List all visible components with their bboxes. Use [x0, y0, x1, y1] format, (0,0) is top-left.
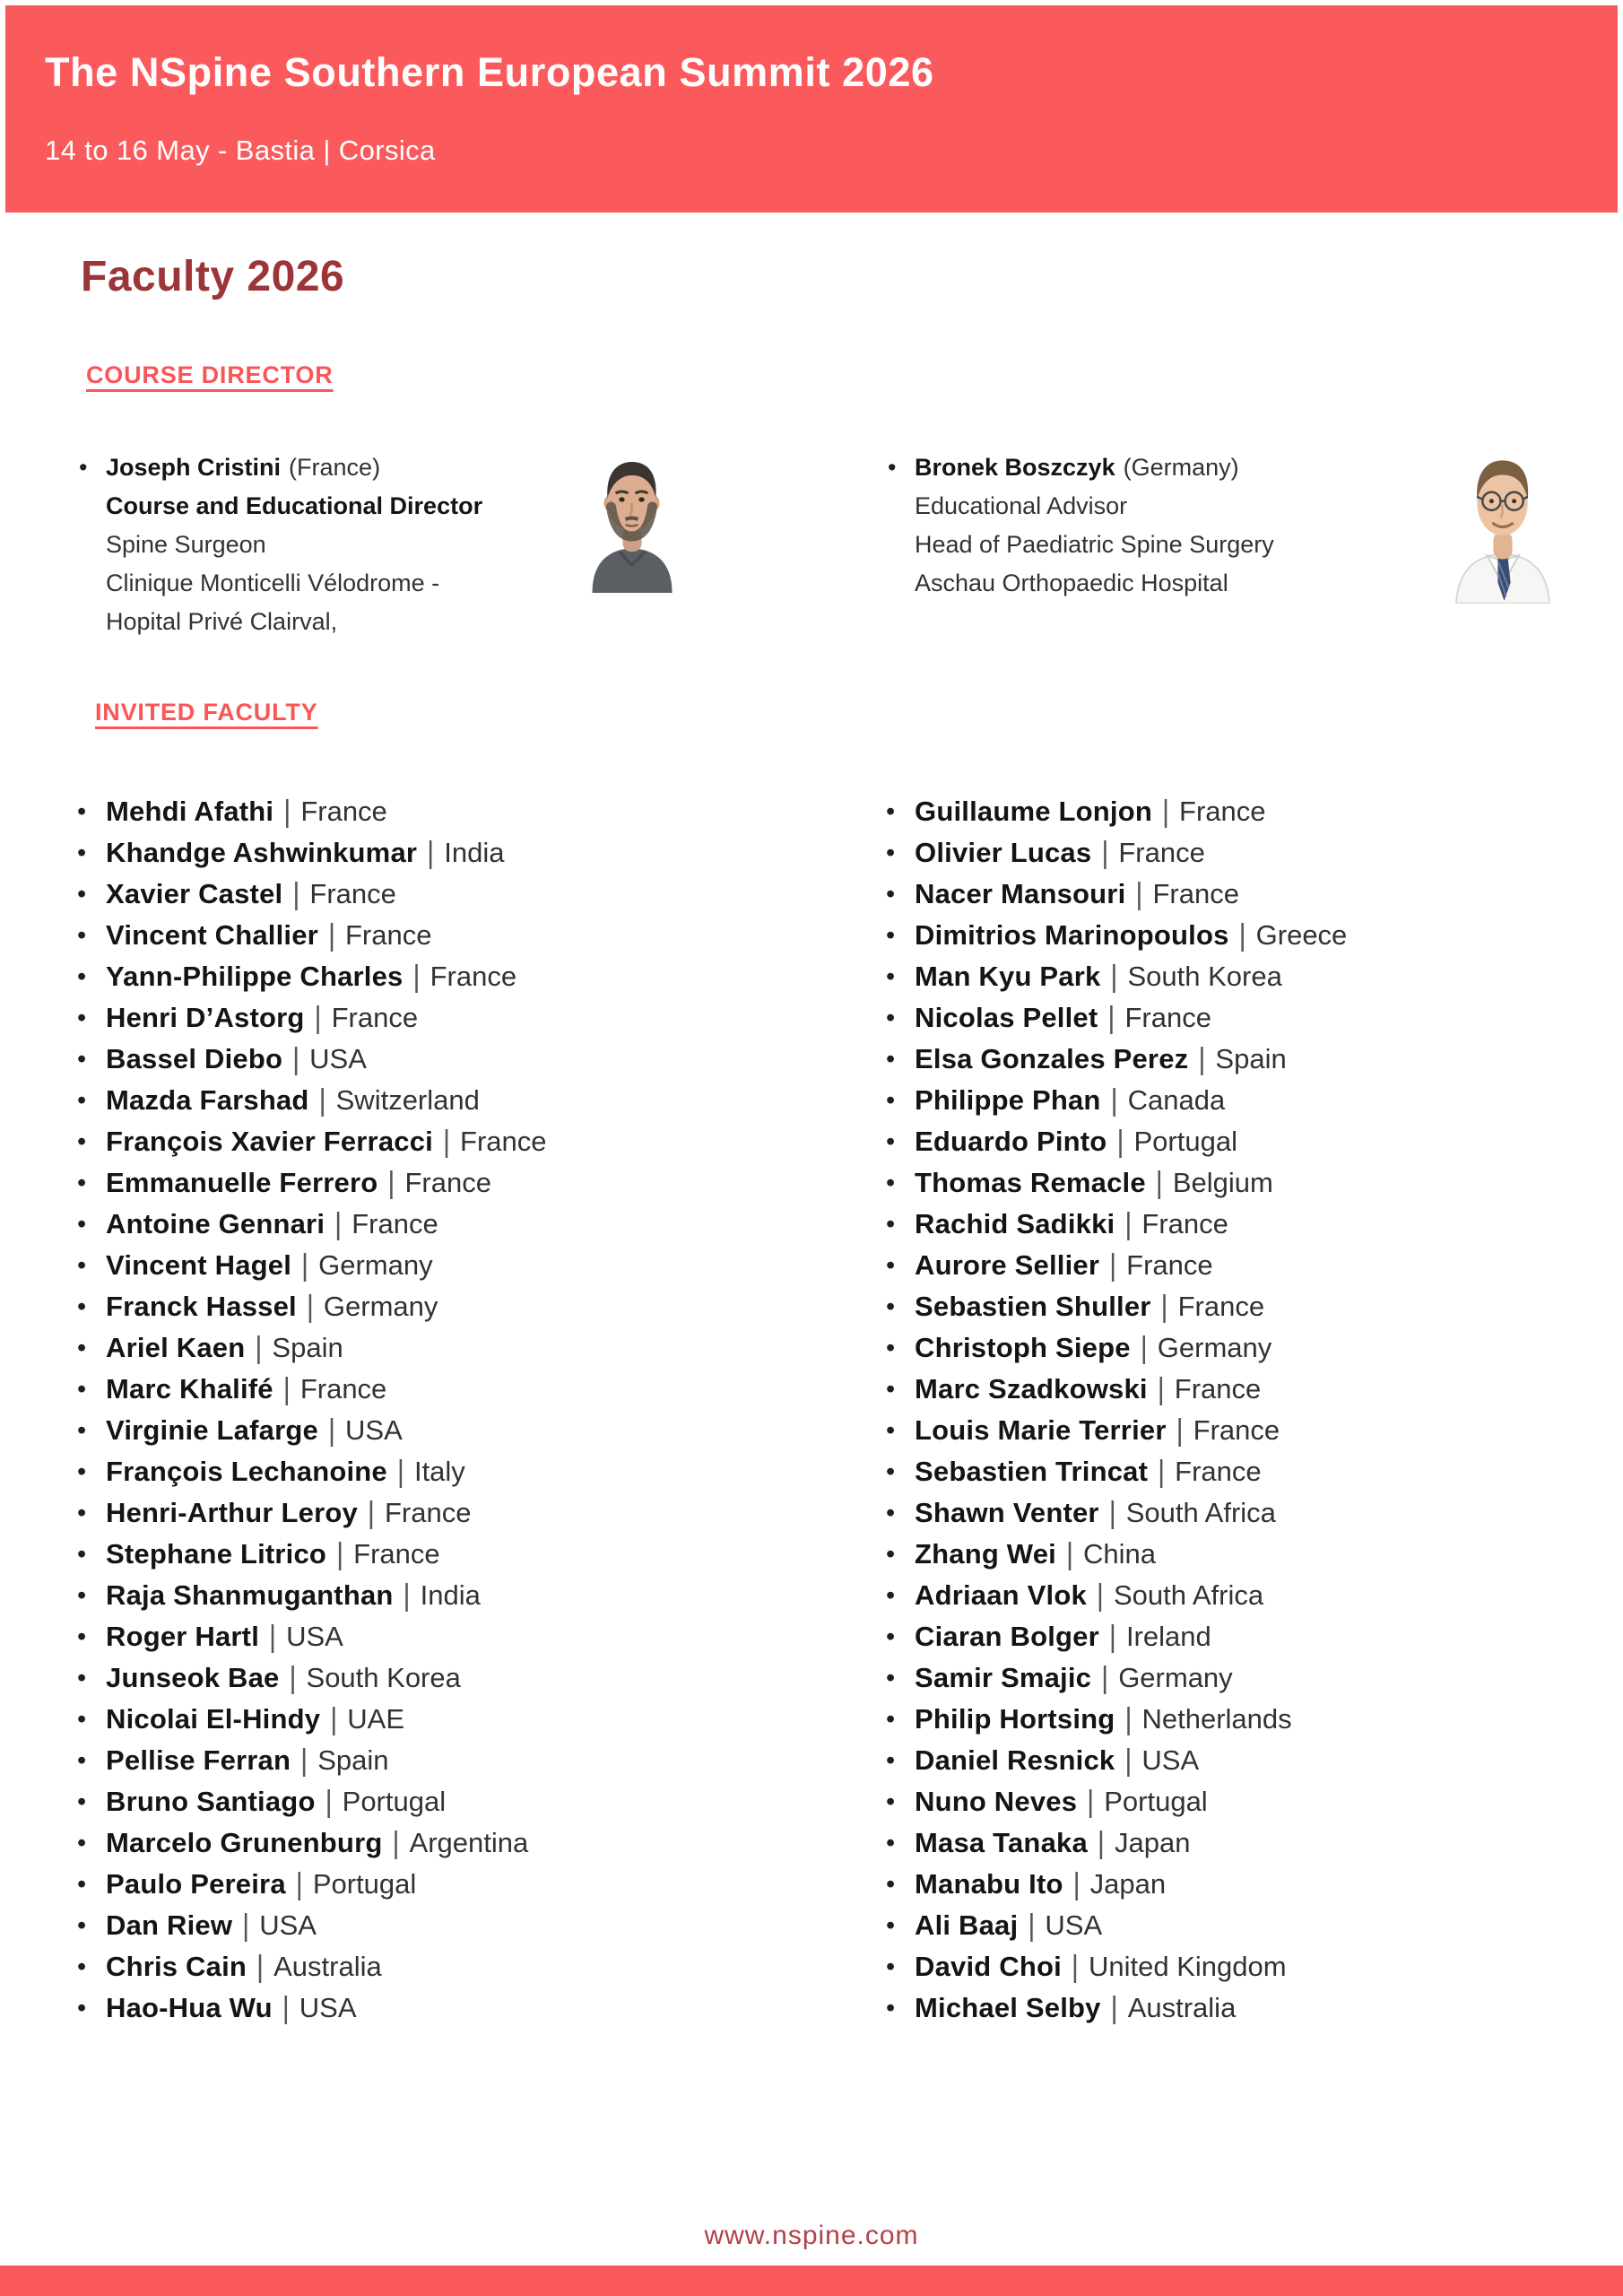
faculty-list-item — [75, 1740, 864, 1781]
faculty-country: France — [1126, 1249, 1213, 1281]
faculty-list-item — [884, 1534, 1610, 1575]
faculty-list-item — [75, 1657, 864, 1699]
separator-bar: | — [1065, 1535, 1074, 1572]
faculty-name: Daniel Resnick — [915, 1744, 1115, 1776]
faculty-country: France — [1179, 796, 1266, 827]
faculty-name: Virginie Lafarge — [106, 1414, 318, 1446]
separator-bar: | — [412, 958, 421, 995]
separator-bar: | — [1124, 1742, 1133, 1779]
event-title: The NSpine Southern European Summit 2026 — [45, 49, 934, 95]
separator-bar: | — [1158, 1453, 1166, 1490]
faculty-list-item — [884, 1410, 1610, 1451]
separator-bar: | — [387, 1164, 395, 1201]
faculty-country: Spain — [317, 1744, 389, 1776]
faculty-list-item — [75, 956, 864, 997]
separator-bar: | — [1110, 1082, 1118, 1118]
faculty-country: United Kingdom — [1088, 1951, 1287, 1982]
faculty-country: France — [404, 1167, 491, 1198]
separator-bar: | — [1101, 834, 1109, 871]
faculty-list-item — [884, 1616, 1610, 1657]
faculty-list-item — [75, 791, 864, 832]
faculty-country: India — [444, 837, 505, 868]
bronek-boszczyk-photo — [1451, 447, 1555, 604]
separator-bar: | — [255, 1329, 263, 1366]
faculty-name: Ali Baaj — [915, 1909, 1019, 1941]
faculty-country: France — [1177, 1291, 1265, 1322]
faculty-country: Italy — [413, 1456, 465, 1487]
faculty-country: Portugal — [342, 1786, 447, 1817]
director-institution-line-2: Hopital Privé Clairval, — [106, 608, 338, 635]
faculty-country: Canada — [1127, 1084, 1226, 1116]
separator-bar: | — [1110, 958, 1118, 995]
separator-bar: | — [327, 1412, 335, 1448]
faculty-list-item — [75, 1039, 864, 1080]
faculty-list-item — [75, 1946, 864, 1987]
separator-bar: | — [306, 1288, 314, 1325]
separator-bar: | — [1155, 1164, 1163, 1201]
faculty-list-item — [884, 1699, 1610, 1740]
faculty-list-item — [75, 1781, 864, 1822]
faculty-name: Nicolas Pellet — [915, 1002, 1098, 1033]
faculty-name: Dimitrios Marinopoulos — [915, 919, 1229, 951]
faculty-country: Spain — [1215, 1043, 1287, 1074]
director-role: Course and Educational Director — [106, 492, 483, 519]
faculty-list-item — [75, 1534, 864, 1575]
separator-bar: | — [1110, 1989, 1118, 2026]
separator-bar: | — [318, 1082, 326, 1118]
director-card-bronek-boszczyk — [884, 448, 1422, 603]
separator-bar: | — [1072, 1866, 1081, 1902]
separator-bar: | — [256, 1948, 265, 1985]
faculty-list-item — [884, 1286, 1610, 1327]
faculty-list-item — [75, 1575, 864, 1616]
faculty-country: South Africa — [1125, 1497, 1276, 1528]
faculty-country: Germany — [318, 1249, 433, 1281]
faculty-list-item — [75, 915, 864, 956]
faculty-list-item — [75, 1245, 864, 1286]
faculty-name: Yann-Philippe Charles — [106, 961, 404, 992]
separator-bar: | — [1097, 1824, 1105, 1861]
faculty-list-item — [75, 1451, 864, 1492]
faculty-country: Portugal — [312, 1868, 417, 1900]
faculty-name: Manabu Ito — [915, 1868, 1063, 1900]
faculty-list-item — [884, 1905, 1610, 1946]
separator-bar: | — [1096, 1577, 1104, 1613]
faculty-list-item — [75, 1822, 864, 1864]
separator-bar: | — [1087, 1783, 1095, 1820]
faculty-list-item — [884, 1781, 1610, 1822]
separator-bar: | — [1116, 1123, 1124, 1160]
faculty-country: Japan — [1114, 1827, 1191, 1858]
faculty-list-item — [884, 1987, 1610, 2029]
separator-bar: | — [1101, 1659, 1109, 1696]
faculty-list-item — [75, 1905, 864, 1946]
faculty-country: France — [1124, 1002, 1211, 1033]
faculty-name: Bruno Santiago — [106, 1786, 316, 1817]
separator-bar: | — [336, 1535, 344, 1572]
faculty-country: South Africa — [1113, 1579, 1264, 1611]
faculty-country: USA — [286, 1621, 343, 1652]
faculty-name: Stephane Litrico — [106, 1538, 327, 1570]
faculty-country: Ireland — [1125, 1621, 1211, 1652]
faculty-country: France — [299, 1373, 387, 1405]
separator-bar: | — [1108, 1618, 1116, 1655]
faculty-list-item — [884, 1080, 1610, 1121]
faculty-country: USA — [345, 1414, 403, 1446]
separator-bar: | — [442, 1123, 451, 1160]
faculty-country: Greece — [1255, 919, 1348, 951]
faculty-list-item — [884, 1039, 1610, 1080]
faculty-list-item — [884, 1162, 1610, 1204]
faculty-country: France — [430, 961, 517, 992]
faculty-name: Sebastien Trincat — [915, 1456, 1149, 1487]
faculty-country: South Korea — [1127, 961, 1282, 992]
faculty-country: France — [1118, 837, 1205, 868]
faculty-list-item — [884, 874, 1610, 915]
faculty-list-item — [884, 1864, 1610, 1905]
faculty-name: Masa Tanaka — [915, 1827, 1088, 1858]
faculty-country: Germany — [1157, 1332, 1272, 1363]
director-institution: Aschau Orthopaedic Hospital — [915, 570, 1228, 596]
separator-bar: | — [1198, 1040, 1206, 1077]
faculty-country: USA — [1141, 1744, 1200, 1776]
faculty-country: UAE — [347, 1703, 404, 1735]
faculty-country: Belgium — [1172, 1167, 1273, 1198]
faculty-name: Christoph Siepe — [915, 1332, 1131, 1363]
faculty-list-item — [75, 1410, 864, 1451]
faculty-list-item — [884, 1822, 1610, 1864]
faculty-country: USA — [299, 1992, 357, 2023]
faculty-list-item — [75, 1616, 864, 1657]
faculty-country: Germany — [323, 1291, 438, 1322]
faculty-name: Mehdi Afathi — [106, 796, 274, 827]
separator-bar: | — [301, 1247, 309, 1283]
faculty-name: Nacer Mansouri — [915, 878, 1126, 909]
faculty-country: Argentina — [409, 1827, 529, 1858]
faculty-name: François Xavier Ferracci — [106, 1126, 433, 1157]
director-card-joseph-cristini — [75, 448, 595, 641]
faculty-list-item — [75, 1864, 864, 1905]
faculty-country: France — [309, 878, 396, 909]
faculty-name: Elsa Gonzales Perez — [915, 1043, 1189, 1074]
faculty-name: Hao-Hua Wu — [106, 1992, 273, 2023]
separator-bar: | — [1109, 1247, 1117, 1283]
faculty-name: Samir Smajic — [915, 1662, 1092, 1693]
faculty-list-item — [884, 956, 1610, 997]
faculty-list-item — [75, 1492, 864, 1534]
faculty-list-item — [884, 832, 1610, 874]
faculty-country: France — [352, 1208, 438, 1239]
separator-bar: | — [1135, 875, 1143, 912]
separator-bar: | — [367, 1494, 375, 1531]
faculty-name: Henri D’Astorg — [106, 1002, 305, 1033]
separator-bar: | — [292, 875, 300, 912]
director-role: Educational Advisor — [915, 492, 1128, 519]
separator-bar: | — [314, 999, 322, 1036]
separator-bar: | — [403, 1577, 411, 1613]
faculty-name: Raja Shanmuganthan — [106, 1579, 394, 1611]
faculty-list-item — [884, 1575, 1610, 1616]
separator-bar: | — [242, 1907, 250, 1944]
faculty-name: Olivier Lucas — [915, 837, 1092, 868]
faculty-name: Thomas Remacle — [915, 1167, 1146, 1198]
director-name-line — [75, 448, 595, 487]
faculty-list-item — [75, 1699, 864, 1740]
course-director-heading: COURSE DIRECTOR — [86, 361, 334, 388]
faculty-list-item — [75, 1286, 864, 1327]
faculty-name: Vincent Hagel — [106, 1249, 292, 1281]
separator-bar: | — [1238, 917, 1246, 953]
faculty-list-item — [884, 1369, 1610, 1410]
faculty-name: Eduardo Pinto — [915, 1126, 1107, 1157]
faculty-country: China — [1083, 1538, 1157, 1570]
faculty-list-item — [884, 1492, 1610, 1534]
faculty-country: France — [345, 919, 432, 951]
director-specialty: Head of Paediatric Spine Surgery — [915, 531, 1274, 558]
separator-bar: | — [1160, 1288, 1168, 1325]
faculty-list-item — [75, 874, 864, 915]
faculty-country: France — [1193, 1414, 1280, 1446]
faculty-list-item — [75, 1080, 864, 1121]
faculty-country: Australia — [1127, 1992, 1237, 2023]
faculty-name: David Choi — [915, 1951, 1062, 1982]
invited-faculty-column-right — [884, 791, 1610, 2029]
faculty-name: Louis Marie Terrier — [915, 1414, 1167, 1446]
faculty-name: Rachid Sadikki — [915, 1208, 1115, 1239]
faculty-list-item — [75, 1987, 864, 2029]
faculty-country: India — [420, 1579, 481, 1611]
faculty-name: Dan Riew — [106, 1909, 233, 1941]
faculty-country: France — [1141, 1208, 1228, 1239]
faculty-list-item — [884, 1245, 1610, 1286]
faculty-name: Roger Hartl — [106, 1621, 260, 1652]
faculty-list-item — [75, 1162, 864, 1204]
separator-bar: | — [269, 1618, 277, 1655]
director-specialty: Spine Surgeon — [106, 531, 266, 558]
faculty-country: USA — [259, 1909, 317, 1941]
faculty-name: Sebastien Shuller — [915, 1291, 1151, 1322]
separator-bar: | — [1124, 1700, 1133, 1737]
faculty-country: Portugal — [1104, 1786, 1208, 1817]
faculty-country: Australia — [273, 1951, 382, 1982]
faculty-name: Marcelo Grunenburg — [106, 1827, 383, 1858]
faculty-name: Vincent Challier — [106, 919, 318, 951]
faculty-list-item — [75, 1204, 864, 1245]
director-name: Bronek Boszczyk — [915, 454, 1115, 481]
separator-bar: | — [1140, 1329, 1148, 1366]
faculty-name: Paulo Pereira — [106, 1868, 286, 1900]
separator-bar: | — [1176, 1412, 1184, 1448]
website-link[interactable]: www.nspine.com — [704, 2221, 919, 2250]
footer-red-bar — [0, 2266, 1623, 2296]
faculty-country: France — [1175, 1456, 1262, 1487]
joseph-cristini-photo — [585, 451, 680, 593]
faculty-list-item — [884, 1451, 1610, 1492]
separator-bar: | — [334, 1205, 343, 1242]
faculty-name: Bassel Diebo — [106, 1043, 283, 1074]
faculty-list-item — [75, 1369, 864, 1410]
separator-bar: | — [1157, 1370, 1165, 1407]
separator-bar: | — [1028, 1907, 1036, 1944]
separator-bar: | — [392, 1824, 400, 1861]
director-name: Joseph Cristini — [106, 454, 282, 481]
faculty-name: Henri-Arthur Leroy — [106, 1497, 358, 1528]
separator-bar: | — [396, 1453, 404, 1490]
faculty-name: Ciaran Bolger — [915, 1621, 1099, 1652]
faculty-name: Ariel Kaen — [106, 1332, 246, 1363]
faculty-country: France — [353, 1538, 440, 1570]
faculty-list-item — [884, 915, 1610, 956]
faculty-country: South Korea — [306, 1662, 461, 1693]
faculty-country: Japan — [1089, 1868, 1167, 1900]
faculty-name: François Lechanoine — [106, 1456, 387, 1487]
faculty-name: Mazda Farshad — [106, 1084, 309, 1116]
faculty-name: Marc Khalifé — [106, 1373, 273, 1405]
faculty-list-item — [75, 832, 864, 874]
faculty-name: Nicolai El-Hindy — [106, 1703, 321, 1735]
separator-bar: | — [1107, 999, 1115, 1036]
faculty-name: Xavier Castel — [106, 878, 283, 909]
faculty-list-item — [884, 1740, 1610, 1781]
faculty-list-item — [884, 1327, 1610, 1369]
faculty-list-item — [884, 791, 1610, 832]
faculty-country: Switzerland — [335, 1084, 480, 1116]
faculty-list-item — [75, 1121, 864, 1162]
faculty-name: Emmanuelle Ferrero — [106, 1167, 378, 1198]
faculty-country: USA — [1045, 1909, 1103, 1941]
faculty-name: Franck Hassel — [106, 1291, 297, 1322]
faculty-name: Philip Hortsing — [915, 1703, 1115, 1735]
faculty-country: France — [1152, 878, 1239, 909]
separator-bar: | — [289, 1659, 297, 1696]
invited-faculty-column-left — [75, 791, 864, 2029]
faculty-name: Man Kyu Park — [915, 961, 1101, 992]
faculty-country: USA — [309, 1043, 367, 1074]
separator-bar: | — [1161, 793, 1170, 830]
separator-bar: | — [282, 1370, 291, 1407]
faculty-country: France — [300, 796, 387, 827]
invited-faculty-heading: INVITED FACULTY — [95, 699, 318, 726]
faculty-list-item — [884, 997, 1610, 1039]
faculty-list-item — [884, 1946, 1610, 1987]
faculty-list-item — [884, 1204, 1610, 1245]
page-title: Faculty 2026 — [81, 253, 345, 300]
faculty-country: France — [331, 1002, 419, 1033]
separator-bar: | — [282, 1989, 290, 2026]
faculty-list-item — [75, 997, 864, 1039]
faculty-name: Aurore Sellier — [915, 1249, 1100, 1281]
director-institution-line-1: Clinique Monticelli Vélodrome - — [106, 570, 440, 596]
event-date-location: 14 to 16 May - Bastia | Corsica — [45, 134, 436, 166]
faculty-name: Zhang Wei — [915, 1538, 1056, 1570]
faculty-name: Philippe Phan — [915, 1084, 1101, 1116]
faculty-name: Marc Szadkowski — [915, 1373, 1148, 1405]
faculty-name: Michael Selby — [915, 1992, 1101, 2023]
faculty-country: Portugal — [1133, 1126, 1237, 1157]
faculty-country: Spain — [272, 1332, 343, 1363]
faculty-country: Netherlands — [1141, 1703, 1292, 1735]
faculty-name: Antoine Gennari — [106, 1208, 325, 1239]
director-country: (France) — [289, 454, 381, 481]
faculty-list-item — [884, 1657, 1610, 1699]
faculty-list-item — [75, 1327, 864, 1369]
separator-bar: | — [327, 917, 335, 953]
separator-bar: | — [330, 1700, 338, 1737]
faculty-country: France — [460, 1126, 547, 1157]
separator-bar: | — [292, 1040, 300, 1077]
separator-bar: | — [325, 1783, 333, 1820]
separator-bar: | — [1071, 1948, 1079, 1985]
separator-bar: | — [300, 1742, 308, 1779]
separator-bar: | — [295, 1866, 303, 1902]
director-name-line — [884, 448, 1422, 487]
faculty-name: Khandge Ashwinkumar — [106, 837, 418, 868]
separator-bar: | — [427, 834, 435, 871]
faculty-country: France — [1174, 1373, 1262, 1405]
faculty-country: Germany — [1118, 1662, 1233, 1693]
faculty-name: Junseok Bae — [106, 1662, 280, 1693]
separator-bar: | — [1124, 1205, 1133, 1242]
separator-bar: | — [283, 793, 291, 830]
director-country: (Germany) — [1123, 454, 1239, 481]
separator-bar: | — [1108, 1494, 1116, 1531]
faculty-name: Chris Cain — [106, 1951, 247, 1982]
faculty-name: Adriaan Vlok — [915, 1579, 1087, 1611]
faculty-list-item — [884, 1121, 1610, 1162]
faculty-country: France — [384, 1497, 472, 1528]
faculty-name: Shawn Venter — [915, 1497, 1099, 1528]
faculty-name: Pellise Ferran — [106, 1744, 291, 1776]
event-header-banner — [5, 5, 1618, 213]
faculty-name: Guillaume Lonjon — [915, 796, 1152, 827]
faculty-name: Nuno Neves — [915, 1786, 1078, 1817]
